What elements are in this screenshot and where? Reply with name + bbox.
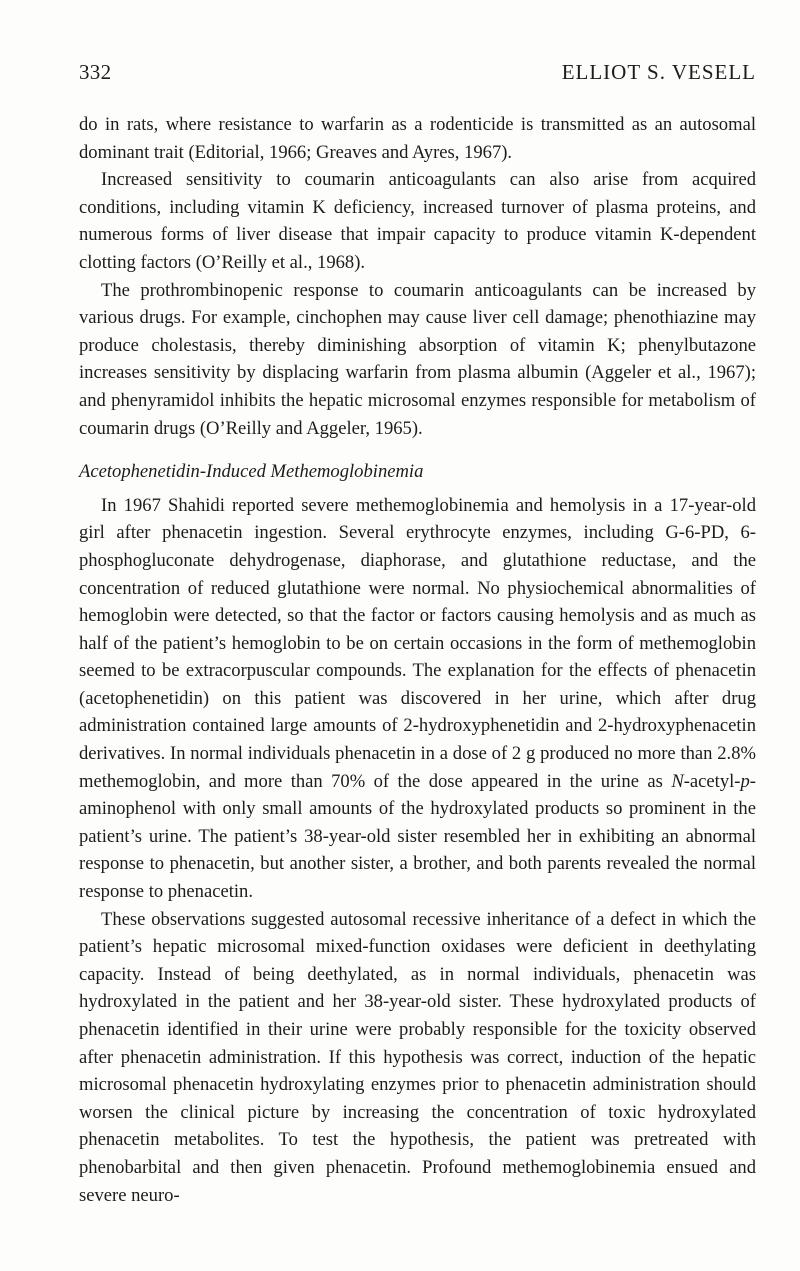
paragraph-acquired-sensitivity: Increased sensitivity to coumarin anticoagulants can also arise from acquired conditions, including vitamin K deficiency, increased turnover of plasma proteins, and numerous forms of liver disease that impair capacity to produce vitamin K-dependent clotting factors (O’Reilly et al., 1968). bbox=[79, 169, 756, 273]
italic-p: p bbox=[740, 770, 750, 792]
body-text bbox=[79, 111, 756, 1209]
paragraph-text: In 1967 Shahidi reported severe methemoglobinemia and hemolysis in a 17-year-old girl after phenacetin ingestion. Several erythrocyte enzymes, including G-6-PD, 6-phosphogluconate dehydrogenase, diaphorase, and glutathione reductase, and the concentration of reduced glutathione were normal. No physiochemical abnormalities of hemoglobin were detected, so that the factor or factors causing hemolysis and as much as half of the patient’s hemoglobin to be on certain occasions in the form of methemoglobin seemed to be extracorpuscular compounds. The explanation for the effects of phenacetin (acetophenetidin) on this patient was discovered in her urine, which after drug administration contained large amounts of 2-hydroxyphenetidin and 2-hydroxyphenacetin derivatives. In normal individuals phenacetin in a dose of 2 g produced no more than 2.8% methemoglobin, and more than 70% of the dose appeared in the urine as bbox=[79, 494, 756, 792]
page-number: 332 bbox=[79, 60, 112, 84]
paragraph-text-continued: -aminophenol with only small amounts of the hydroxylated products so prominent in the patient’s urine. The patient’s 38-year-old sister resembled her in exhibiting an abnormal response to phenacetin, but another sister, a brother, and both parents revealed the normal response to phenacetin. bbox=[79, 770, 756, 903]
section-heading: Acetophenetidin-Induced Methemoglobinemia bbox=[79, 461, 424, 483]
paragraph-warfarin-resistance: do in rats, where resistance to warfarin as a rodenticide is transmitted as an autosomal dominant trait (Editorial, 1966; Greaves and Ayres, 1967). bbox=[79, 114, 756, 163]
running-head-author: ELLIOT S. VESELL bbox=[561, 60, 756, 84]
running-head bbox=[79, 60, 756, 92]
paragraph-drug-interactions: The prothrombinopenic response to coumarin anticoagulants can be increased by various drugs. For example, cinchophen may cause liver cell damage; phenothiazine may produce cholestasis, thereby diminishing absorption of vitamin K; phenylbutazone increases sensitivity by displacing warfarin from plasma albumin (Aggeler et al., 1967); and phenyramidol inhibits the hepatic microsomal enzymes responsible for metabolism of coumarin drugs (O’Reilly and Aggeler, 1965). bbox=[79, 279, 756, 439]
paragraph-shahidi-case bbox=[79, 492, 756, 906]
chemical-name-part: -acetyl- bbox=[683, 770, 741, 792]
paragraph-inheritance-hypothesis: These observations suggested autosomal recessive inheritance of a defect in which the patient’s hepatic microsomal mixed-function oxidases were deficient in deethylating capacity. Instead of being deethylated, as in normal individuals, phenacetin was hydroxylated in the patient and her 38-year-old sister. These hydroxylated products of phenacetin identified in their urine were probably responsible for the toxicity observed after phenacetin administration. If this hypothesis was correct, induction of the hepatic microsomal phenacetin hydroxylating enzymes prior to phenacetin administration should worsen the clinical picture by increasing the concentration of toxic hydroxylated phenacetin metabolites. To test the hypothesis, the patient was pretreated with phenobarbital and then given phenacetin. Profound methemoglobinemia ensued and severe neuro- bbox=[79, 908, 756, 1206]
italic-n: N bbox=[671, 770, 684, 792]
